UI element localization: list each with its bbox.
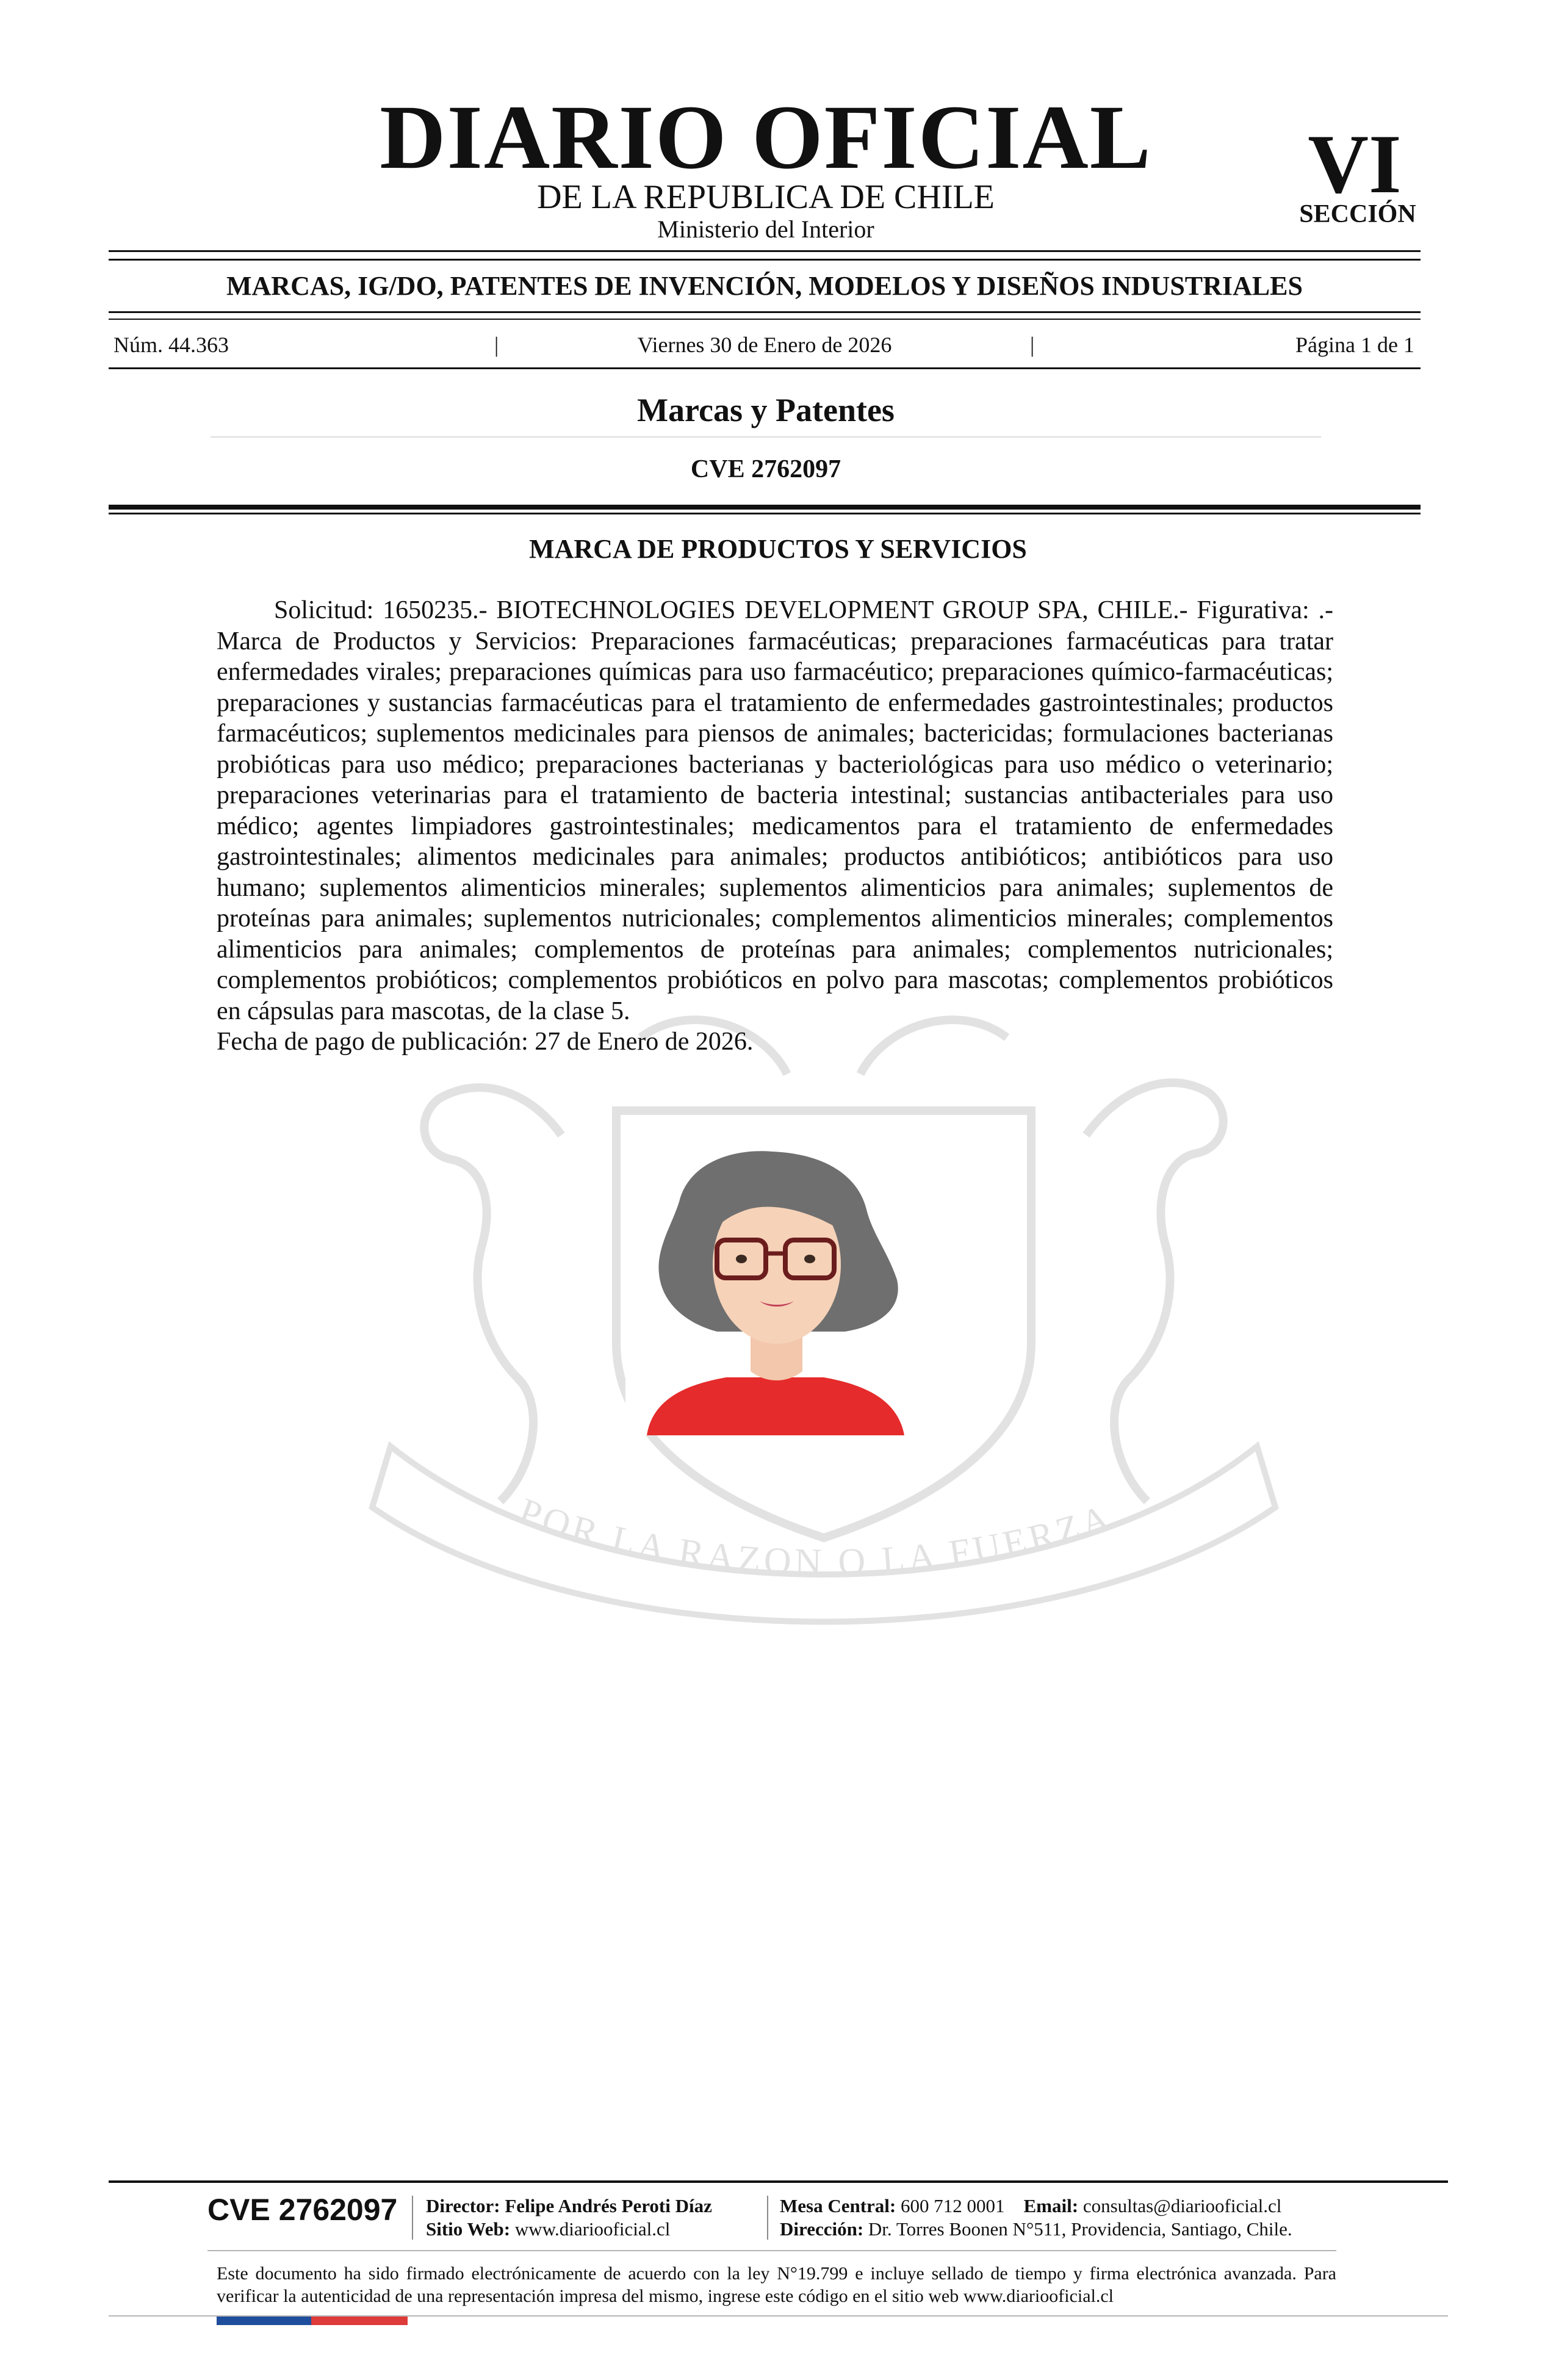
masthead-subtitle: DE LA REPUBLICA DE CHILE xyxy=(537,178,995,216)
section-divider xyxy=(211,436,1321,438)
issue-info-row xyxy=(109,334,1421,358)
footer-separator xyxy=(412,2196,413,2240)
flag-stripe-red xyxy=(311,2317,408,2325)
footer-email-label: Email: xyxy=(1023,2195,1079,2216)
publication-category: MARCAS, IG/DO, PATENTES DE INVENCIÓN, MODELOS Y DISEÑOS INDUSTRIALES xyxy=(226,271,1303,301)
notice-payment-date: Fecha de pago de publicación: 27 de Enero de 2026. xyxy=(217,1028,754,1056)
issue-date: Viernes 30 de Enero de 2026 xyxy=(637,333,892,357)
notice-heading: MARCA DE PRODUCTOS Y SERVICIOS xyxy=(529,534,1027,564)
header-rule-thick xyxy=(109,505,1421,510)
category-rule-bottom xyxy=(109,319,1421,320)
footer-email-link[interactable]: consultas@diariooficial.cl xyxy=(1082,2195,1282,2216)
cve-code: CVE 2762097 xyxy=(690,455,841,483)
masthead-rule-top xyxy=(109,250,1421,252)
footer-director-block xyxy=(426,2194,712,2241)
issue-rule xyxy=(109,367,1421,369)
notice-text: Solicitud: 1650235.- BIOTECHNOLOGIES DEVELOPMENT GROUP SPA, CHILE.- Figurativa: .- Marca de Productos y Servicios: Preparaciones farmacéuticas; preparaciones farmacéuticas para tratar enfermedades virales; preparaciones químicas para uso farmacéutico; preparaciones químico-farmacéuticas; preparaciones y sustancias farmacéuticas para el tratamiento de enfermedades gastrointestinales; productos farmacéuticos; suplementos medicinales para piensos de animales; bactericidas; formulaciones bacterianas probióticas para uso médico; preparaciones bacterianas y bacteriológicas para uso médico o veterinario; preparaciones veterinarias para el tratamiento de bacteria intestinal; sustancias antibacteriales para uso médico; agentes limpiadores gastrointestinales; medicamentos para el tratamiento de enfermedades gastrointestinales; alimentos medicinales para animales; productos antibióticos; antibióticos para uso humano; suplementos alimenticios minerales; suplementos alimenticios para animales; suplementos de proteínas para animales; suplementos nutricionales; complementos alimenticios minerales; complementos alimenticios para animales; complementos de proteínas para animales; complementos nutricionales; complementos probióticos; complementos probióticos en polvo para mascotas; complementos probióticos en cápsulas para mascotas, de la clase 5. xyxy=(217,596,1333,1025)
watermark-motto: POR LA RAZON O LA FUERZA xyxy=(513,1490,1118,1584)
masthead-rule-bottom xyxy=(109,259,1421,261)
flag-stripe-blue xyxy=(217,2317,311,2325)
masthead-ministry: Ministerio del Interior xyxy=(657,215,874,243)
footer-address: Dr. Torres Boonen N°511, Providencia, Santiago, Chile. xyxy=(868,2218,1292,2240)
footer-website-link[interactable]: www.diariooficial.cl xyxy=(514,2218,671,2240)
footer-director-label: Director: xyxy=(426,2195,500,2216)
footer-phone-label: Mesa Central: xyxy=(780,2195,896,2216)
notice-body xyxy=(217,595,1333,1058)
issue-number: Núm. 44.363 xyxy=(113,333,229,357)
footer-website-label: Sitio Web: xyxy=(426,2218,511,2240)
section-label: SECCIÓN xyxy=(1299,200,1416,228)
issue-separator: | xyxy=(1030,333,1035,357)
footer-divider xyxy=(207,2250,1336,2251)
header-rule-thin xyxy=(109,513,1421,514)
issue-page: Página 1 de 1 xyxy=(1295,333,1414,357)
footer-cve-code: CVE 2762097 xyxy=(207,2193,398,2227)
footer-director-name: Felipe Andrés Peroti Díaz xyxy=(505,2195,712,2216)
trademark-figure-image xyxy=(625,1149,924,1435)
footer-phone: 600 712 0001 xyxy=(901,2195,1005,2216)
category-rule-top xyxy=(109,311,1421,313)
footer-separator xyxy=(767,2196,768,2240)
footer-address-label: Dirección: xyxy=(780,2218,864,2240)
issue-separator: | xyxy=(494,333,499,357)
section-title: Marcas y Patentes xyxy=(637,392,895,428)
footer-rule xyxy=(109,2180,1448,2183)
footer-contact-block xyxy=(780,2194,1292,2241)
masthead-title: DIARIO OFICIAL xyxy=(380,87,1152,188)
footer-legal-note: Este documento ha sido firmado electrónicamente de acuerdo con la ley N°19.799 e incluye sellado de tiempo y firma electrónica avanzada. Para verificar la autenticidad de una representación impresa del mismo, ingrese este código en el sitio web www.diariooficial.cl xyxy=(217,2263,1336,2306)
section-number: VI xyxy=(1308,117,1402,211)
